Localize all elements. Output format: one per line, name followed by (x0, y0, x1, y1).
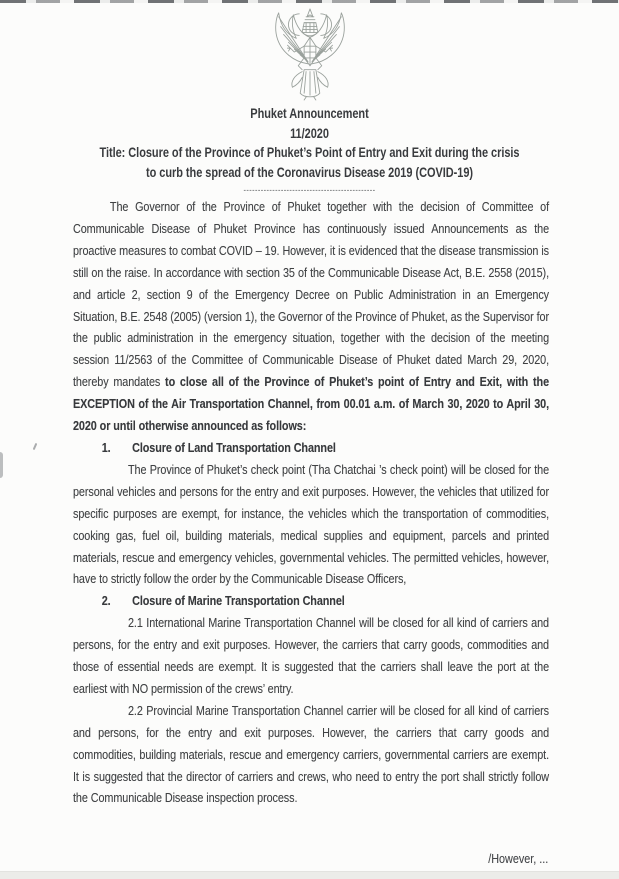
document-title-line2: to curb the spread of the Coronavirus Disease 2019 (COVID-19) (145, 164, 474, 180)
paragraph (73, 700, 549, 810)
document-body (73, 196, 549, 809)
section-title: Closure of Land Transportation Channel (132, 439, 336, 455)
scan-speck-artifact (33, 443, 38, 450)
section-number: 2. (101, 593, 111, 609)
section-number: 1. (101, 439, 111, 455)
document-number: 11/2020 (290, 125, 329, 141)
text-run: The Governor of the Province of Phuket together with the decision of Committee of Communicable Disease of Phuket Province has continuously issued Announcements as the proactive measures to combat COVID – 19. However, it is evidenced that the disease transmission is still on the raise. In accordance with section 35 of the Communicable Disease Act, B.E. 2558 (2015), and article 2, section 9 of the Emergency Decree on Public Administration in an Emergency Situation, B.E. 2548 (2005) (version 1), the Governor of the Province of Phuket, as the Supervisor for the public administration in the emergency situation, together with the decision of the meeting session 11/2563 of the Committee of Communicable Disease of Phuket dated March 29, 2020, thereby mandates (73, 199, 550, 390)
paragraph (73, 612, 549, 700)
continuation-note: /However, ... (487, 851, 548, 866)
text-run: The Province of Phuket’s check point (Tha Chatchai ’s check point) will be closed for the personal vehicles and persons for the entry and exit purposes. However, the vehicles that utilized for specific purposes are exempt, for instance, the vehicles which the transportation of commodities, cooking gas, fuel oil, building materials, medical supplies and equipment, parcels and printed materials, rescue and emergency vehicles, governmental vehicles. The permitted vehicles, however, have to strictly follow the order by the Communicable Disease Officers, (73, 461, 550, 587)
dashed-separator: ---------------------------------------------- (243, 185, 376, 196)
garuda-emblem-icon (266, 7, 354, 101)
document-title-line1: Title: Closure of the Province of Phuket’s Point of Entry and Exit during the crisis (99, 145, 520, 161)
paragraph (73, 196, 549, 437)
paragraph (73, 459, 549, 590)
organization-line: Phuket Announcement (250, 106, 369, 121)
text-run: 2.1 International Marine Transportation Channel will be closed for all kind of carriers and persons, for the entry and exit purposes. However, the carriers that carry goods, commodities and those of essential needs are exempt. It is suggested that the carriers shall leave the port at the earliest with NO permission of the crews’ entry. (73, 615, 550, 696)
text-run: 2.2 Provincial Marine Transportation Channel carrier will be closed for all kind of carriers and persons, for the entry and exit purposes. However, the carriers that carry goods and commodities, building materials, rescue and emergency carriers, governmental carriers are exempt. It is suggested that the director of carriers and crews, who need to entry the port shall strictly follow the Communicable Disease inspection process. (73, 702, 550, 806)
scan-smudge-artifact (0, 452, 3, 478)
document-header (0, 104, 619, 196)
section-title: Closure of Marine Transportation Channel (132, 593, 345, 609)
bold-run: to close all of the Province of Phuket’s point of Entry and Exit, with the EXCEPTION of the Air Transportation Channel, from 00.01 a.m. of March 30, 2020 to April 30, 2020 or until otherwise announced as follows: (73, 374, 550, 434)
section-heading (73, 590, 549, 612)
scan-edge-artifact (0, 0, 619, 3)
section-heading (73, 437, 549, 459)
scan-bottom-artifact (0, 871, 619, 879)
